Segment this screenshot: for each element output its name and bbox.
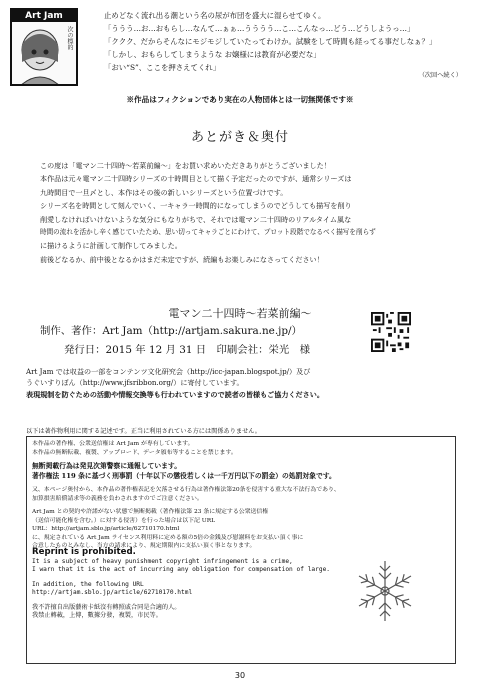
reprint-line: 我不許擅自出版藝術卡紙沒有轉照戚合同是合適的人。 (32, 603, 181, 611)
to-be-continued: （次回へ続く） (418, 72, 462, 79)
colophon-publish-info: 発行日：2015 年 12 月 31 日 印刷会社：栄光 様 (64, 344, 311, 356)
donation-notice (26, 366, 466, 400)
notice-line: うぐいすりぼん（http://www.jfsribbon.org/）に寄付しています。 (26, 378, 244, 388)
colophon-credits: 制作、著作：Art Jam（http://artjam.sakura.ne.jp/） (40, 325, 302, 337)
story-text (104, 9, 474, 74)
story-line: 「ううう…お…おもらし…なんて…ぁぁ…うううう…こ…こんなっ…どう…どうしようっ…」 (104, 24, 415, 33)
afterword-line: 削愛しなければいけないような気分にもなりがちで、それでは電マン二十四時のリアルタイム風な (40, 214, 352, 224)
qr-code-icon (371, 312, 411, 352)
legal-warning: 著作権法 119 条に基づく刑事罰（十年以下の懲役若しくは一千万円以下の罰金）の処罰対象です。 (32, 471, 336, 480)
afterword-line: 時間の流れを活かし辛く感じていたため、思い切ってキャラごとにわけて、プロット段階でなるべく描写を削らず (40, 228, 376, 237)
afterword-line: 九時間目で一旦〆とし、本作はその後の新しいシリーズという位置づけです。 (40, 187, 288, 197)
legal-line: 本作品の無断転載、複製、アップロード、データ頒布等することを禁じます。 (32, 449, 237, 456)
colophon-title: 電マン二十四時～若菜前編～ (168, 307, 312, 320)
legal-text (32, 440, 452, 551)
legal-line: に、規定されている Art Jam ライセンス利用料に定める額の5倍の金銭及び慰謝料をお支払い頂く事に (32, 534, 304, 541)
legal-line: 本作品の著作権、公衆送信権は Art Jam が専有しています。 (32, 441, 194, 447)
legal-line: （送信可能化権を含む。）に対する侵害）を行った場合は以下記 URL (32, 517, 216, 524)
afterword-title: あとがき＆奥付 (190, 130, 289, 145)
legal-intro: 以下は著作物利用に関する記述です。正当に利用されている方には関係ありません。 (26, 428, 261, 435)
story-line: 「ククク、だからそんなにモジモジしていたってわけか。試験をして時間も経ってる事だしなぁ？」 (104, 37, 437, 46)
afterword-line: 前後どなるか、前中後となるかはまだ未定ですが、続編もお楽しみになさってください！ (40, 254, 324, 264)
afterword-body (40, 159, 460, 266)
legal-line: Art Jam との契約や許諾がない状態で無断掲載（著作権法第 23 条に規定する公衆送信権 (32, 509, 269, 515)
reprint-line: 我禁止轉載，上傳，數據分發，複製，市民等。 (32, 612, 162, 620)
notice-line: 表現規制を防ぐための活動や情報交換等も行われていますので読者の皆様もご協力ください。 (26, 389, 324, 399)
page-number: 30 (234, 671, 246, 680)
afterword-line: この度は「電マン二十四時～若菜前編～」をお買い求めいただきありがとうございました！ (40, 161, 331, 170)
legal-line: 加算損害賠償請求等の義務を負わされますのでご注意ください。 (32, 495, 203, 502)
snowflake-icon (350, 556, 420, 626)
logo-side-text: 次の標的 (66, 26, 73, 50)
artjam-logo-box (10, 8, 78, 86)
story-line: 「おい“S”、ここを押さえてくれ」 (104, 63, 221, 72)
legal-line: 又、本ページ奥付から、本作品の著作権表記を欠落させる行為は著作権法第20条を侵害する重大な不法行為であり、 (32, 487, 340, 493)
reprint-url: http://artjam.sblo.jp/article/62710170.html (32, 589, 193, 597)
legal-warning: 無断掲載行為は発見次第警察に通報しています。 (32, 462, 181, 470)
artjam-logo-text: Art Jam (12, 10, 76, 22)
legal-url: URL：http://artjam.sblo.jp/article/62710170.html (32, 526, 180, 532)
legal-line: 合意したものとみなし、当方の請求により、規定期限内に支払い頂く事となります。 (32, 543, 256, 549)
reprint-line: It is a subject of heavy punishment copyright infringement is a crime, (32, 558, 293, 565)
reprint-heading: Reprint is prohibited. (32, 547, 136, 557)
notice-line: Art Jam では収益の一部をコンテンツ文化研究会（http://icc-japan.blogspot.jp/）及び (26, 367, 311, 376)
reprint-prohibited-block (32, 546, 332, 620)
story-line: 「しかし、おもらしてしまうような お嬢様には教育が必要だな」 (104, 50, 321, 59)
reprint-line: In addition, the following URL (32, 580, 144, 588)
afterword-line: に描けるように計画して制作してみました。 (40, 241, 182, 251)
story-line: 止めどなく流れ出る潮という名の尿が布団を盛大に湿らせてゆく。 (104, 11, 326, 20)
afterword-line: シリーズ名を時間として刻んでいく、一キャラ一時間的になってしまうのでどうしても描写を削り (40, 201, 352, 211)
afterword-line: 本作品は元々電マン二十四時シリーズの十時間目として描く予定だったのですが、通常シリーズは (40, 174, 352, 184)
reprint-line: I warn that it is the act of incurring any obligation for compensation of large. (32, 566, 331, 574)
fiction-disclaimer: ※作品はフィクションであり実在の人物団体とは一切無関係です※ (126, 95, 354, 104)
